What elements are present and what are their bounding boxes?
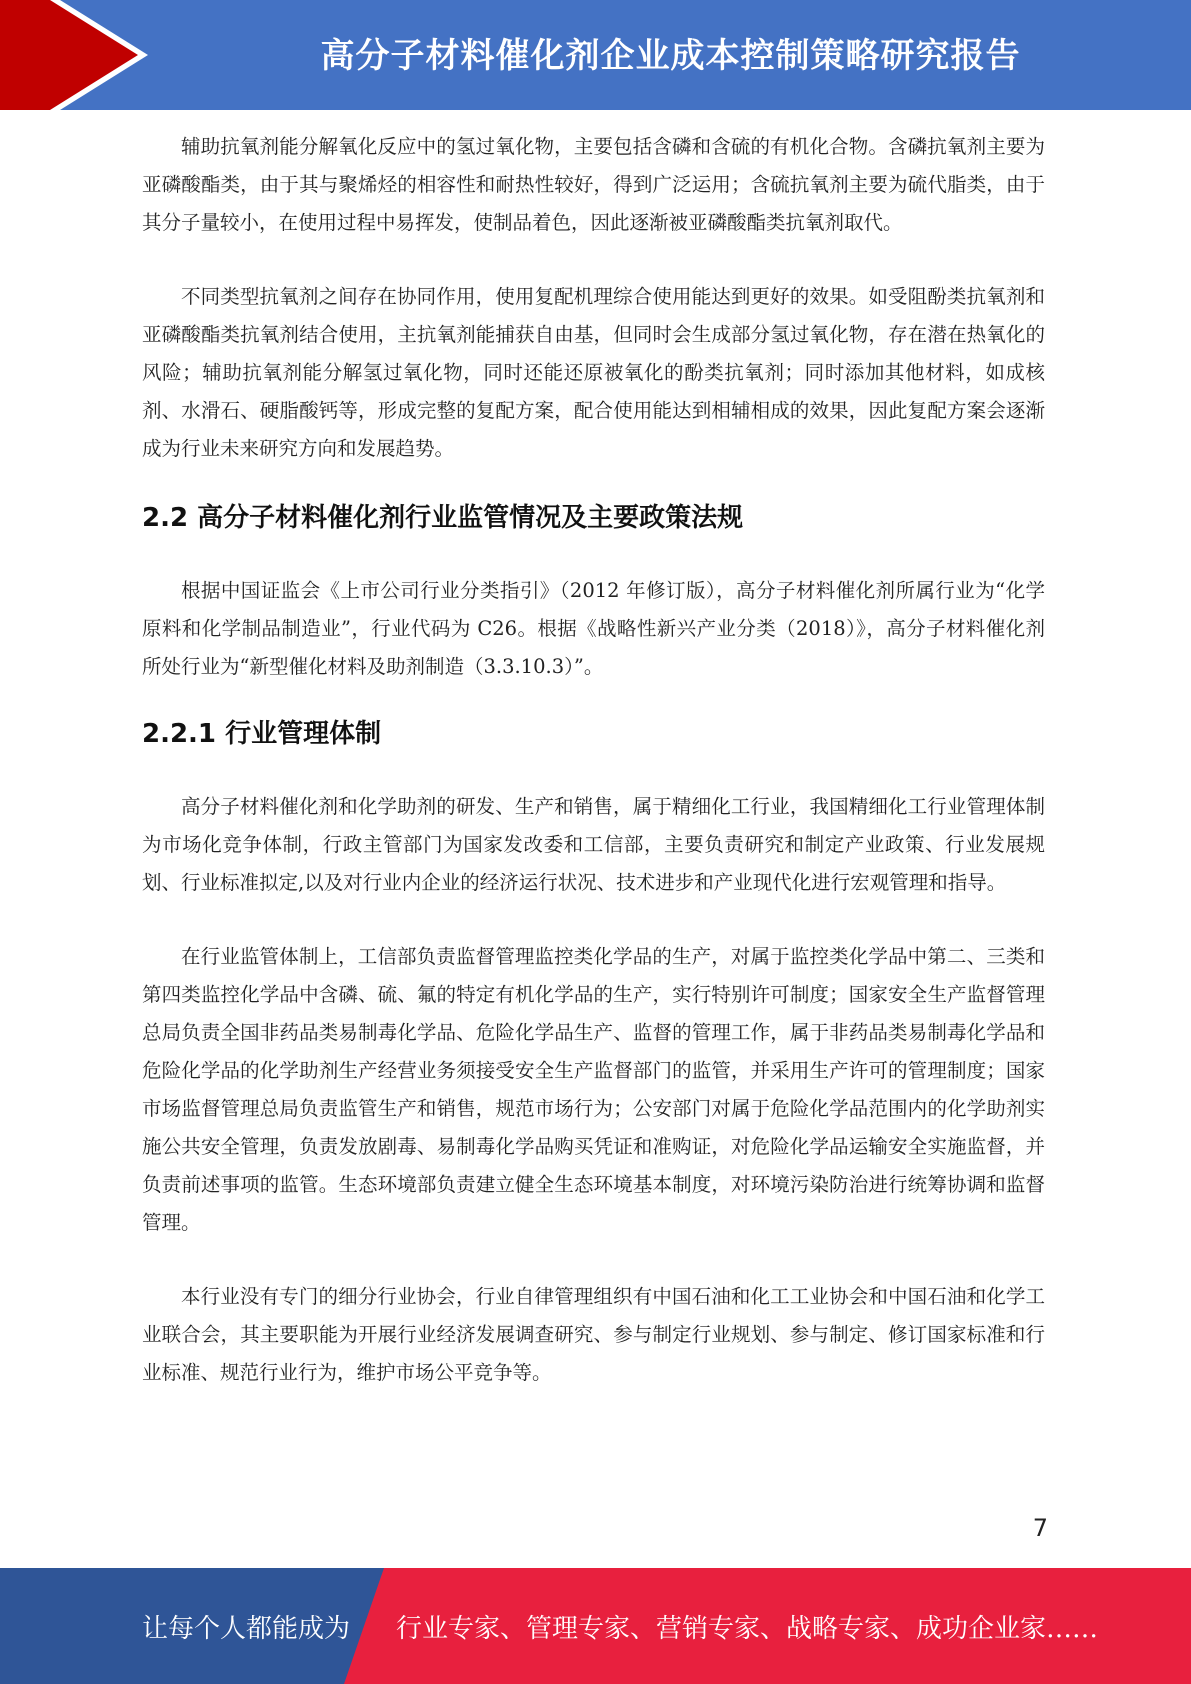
paragraph-auxiliary-antioxidants: 辅助抗氧剂能分解氧化反应中的氢过氧化物，主要包括含磷和含硫的有机化合物。含磷抗氧剂主要为亚磷酸酯类，由于其与聚烯烃的相容性和耐热性较好，得到广泛运用；含硫抗氧剂主要为硫代脂类，由于其分子量较小，在使用过程中易挥发，使制品着色，因此逐渐被亚磷酸酯类抗氧剂取代。 [142, 135, 1045, 234]
paragraph-industry-classification: 根据中国证监会《上市公司行业分类指引》（2012 年修订版），高分子材料催化剂所属行业为“化学原料和化学制品制造业”，行业代码为 C26。根据《战略性新兴产业分类（2018）》，高分子材料催化剂所处行业为“新型催化材料及助剂制造（3.3.10.3）”。 [142, 579, 1045, 678]
section-heading-2-2: 2.2 高分子材料催化剂行业监管情况及主要政策法规 [142, 503, 744, 533]
footer-slogan-right: 行业专家、管理专家、营销专家、战略专家、成功企业家…… [396, 1613, 1099, 1644]
report-title: 高分子材料催化剂企业成本控制策略研究报告 [320, 35, 1021, 76]
footer-slogan-left: 让每个人都能成为 [142, 1613, 351, 1644]
paragraph-industry-association: 本行业没有专门的细分行业协会，行业自律管理组织有中国石油和化工工业协会和中国石油和化学工业联合会，其主要职能为开展行业经济发展调查研究、参与制定行业规划、参与制定、修订国家标准和行业标准、规范行业行为，维护市场公平竞争等。 [142, 1285, 1045, 1384]
paragraph-management-system: 高分子材料催化剂和化学助剂的研发、生产和销售，属于精细化工行业，我国精细化工行业管理体制为市场化竞争体制，行政主管部门为国家发改委和工信部，主要负责研究和制定产业政策、行业发展规划、行业标准拟定,以及对行业内企业的经济运行状况、技术进步和产业现代化进行宏观管理和指导。 [142, 795, 1045, 894]
paragraph-synergy: 不同类型抗氧剂之间存在协同作用，使用复配机理综合使用能达到更好的效果。如受阻酚类抗氧剂和亚磷酸酯类抗氧剂结合使用，主抗氧剂能捕获自由基，但同时会生成部分氢过氧化物，存在潜在热氧化的风险；辅助抗氧剂能分解氢过氧化物，同时还能还原被氧化的酚类抗氧剂；同时添加其他材料，如成核剂、水滑石、硬脂酸钙等，形成完整的复配方案，配合使用能达到相辅相成的效果，因此复配方案会逐渐成为行业未来研究方向和发展趋势。 [142, 285, 1045, 460]
page-footer [0, 1568, 1191, 1684]
page-number: 7 [1032, 1514, 1048, 1542]
page-header [0, 0, 1191, 110]
page-content [142, 128, 1045, 1392]
section-heading-2-2-1: 2.2.1 行业管理体制 [142, 719, 382, 749]
paragraph-regulatory-system: 在行业监管体制上，工信部负责监督管理监控类化学品的生产，对属于监控类化学品中第二、三类和第四类监控化学品中含磷、硫、氟的特定有机化学品的生产，实行特别许可制度；国家安全生产监督管理总局负责全国非药品类易制毒化学品、危险化学品生产、监督的管理工作，属于非药品类易制毒化学品和危险化学品的化学助剂生产经营业务须接受安全生产监督部门的监管，并采用生产许可的管理制度；国家市场监督管理总局负责监管生产和销售，规范市场行为；公安部门对属于危险化学品范围内的化学助剂实施公共安全管理，负责发放剧毒、易制毒化学品购买凭证和准购证，对危险化学品运输安全实施监督，并负责前述事项的监管。生态环境部负责建立健全生态环境基本制度，对环境污染防治进行统筹协调和监督管理。 [142, 945, 1045, 1234]
